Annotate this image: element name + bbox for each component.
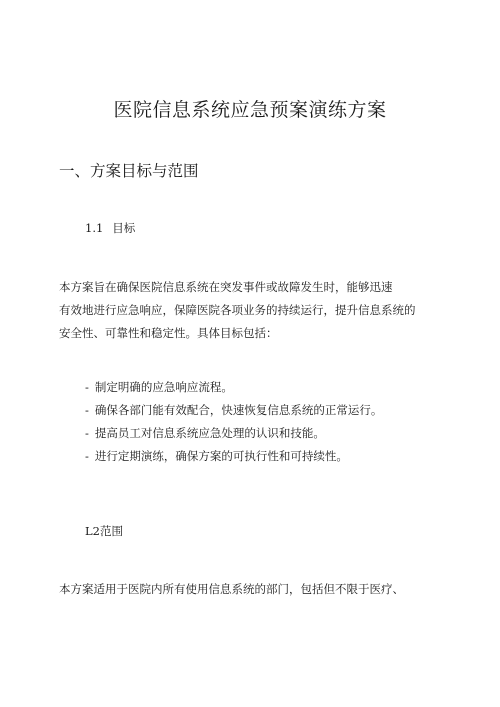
subsection-title: 目标: [112, 221, 136, 235]
paragraph-line: 本方案适用于医院内所有使用信息系统的部门，包括但不限于医疗、: [59, 582, 404, 596]
goal-paragraph: [59, 276, 445, 345]
subsection-number: 1.1: [85, 221, 104, 235]
list-item-text: 提高员工对信息系统应急处理的认识和技能。: [94, 426, 325, 440]
list-item-text: 进行定期演练，确保方案的可执行性和可持续性。: [94, 449, 348, 463]
list-item: [85, 376, 382, 399]
scope-paragraph: [59, 578, 445, 601]
list-item: [85, 422, 382, 445]
paragraph-line: 本方案旨在确保医院信息系统在突发事件或故障发生时，能够迅速: [59, 280, 393, 294]
goal-list: [85, 376, 382, 468]
list-item-text: 制定明确的应急响应流程。: [94, 380, 233, 394]
paragraph-line: 安全性、可靠性和稳定性。具体目标包括：: [59, 326, 278, 340]
subsection-title: 范围: [99, 524, 123, 538]
list-item: [85, 399, 382, 422]
list-bullet: -: [85, 449, 89, 463]
section-heading-goals-scope: 一、方案目标与范围: [59, 162, 199, 180]
subsection-heading-scope: [85, 522, 123, 540]
list-bullet: -: [85, 403, 89, 417]
list-item-text: 确保各部门能有效配合，快速恢复信息系统的正常运行。: [94, 403, 383, 417]
list-bullet: -: [85, 426, 89, 440]
subsection-heading-goal: [85, 219, 135, 237]
document-title: 医院信息系统应急预案演练方案: [113, 99, 387, 121]
paragraph-line: 有效地进行应急响应，保障医院各项业务的持续运行，提升信息系统的: [59, 303, 416, 317]
list-bullet: -: [85, 380, 89, 394]
subsection-number: L2: [85, 524, 100, 538]
list-item: [85, 445, 382, 468]
